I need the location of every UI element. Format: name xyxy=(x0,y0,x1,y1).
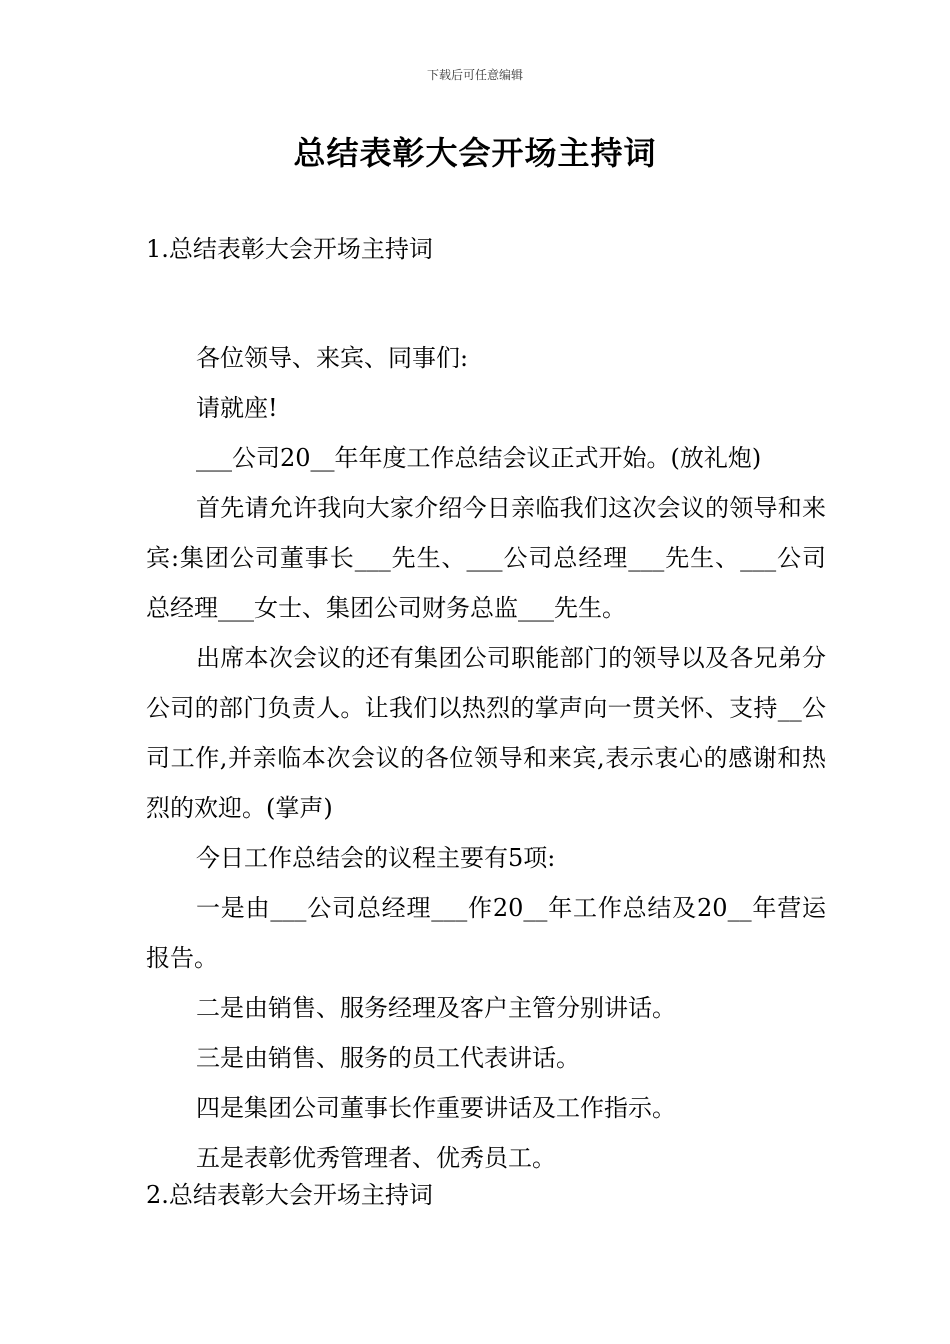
paragraph-attendees: 出席本次会议的还有集团公司职能部门的领导以及各兄弟分公司的部门负责人。让我们以热烈的掌声向一贯关怀、支持__公司工作,并亲临本次会议的各位领导和来宾,表示衷心的感谢和热烈的欢迎。(掌声) xyxy=(146,644,826,822)
paragraph-agenda-item-5: 五是表彰优秀管理者、优秀员工。 xyxy=(196,1144,556,1172)
paragraph-agenda-intro: 今日工作总结会的议程主要有5项: xyxy=(196,844,556,872)
paragraph-greeting: 各位领导、来宾、同事们: xyxy=(196,344,469,372)
document-title: 总结表彰大会开场主持词 xyxy=(293,134,657,172)
section-heading-2: 2.总结表彰大会开场主持词 xyxy=(146,1181,433,1209)
paragraph-please-sit: 请就座! xyxy=(196,394,278,422)
header-note: 下载后可任意编辑 xyxy=(426,68,523,82)
paragraph-introduction: 首先请允许我向大家介绍今日亲临我们这次会议的领导和来宾:集团公司董事长___先生、___公司总经理___先生、___公司总经理___女士、集团公司财务总监___先生。 xyxy=(146,494,826,622)
paragraph-agenda-item-3: 三是由销售、服务的员工代表讲话。 xyxy=(196,1044,580,1072)
paragraph-opening: ___公司20__年年度工作总结会议正式开始。(放礼炮) xyxy=(196,444,762,472)
section-heading-1: 1.总结表彰大会开场主持词 xyxy=(146,235,433,263)
paragraph-agenda-item-4: 四是集团公司董事长作重要讲话及工作指示。 xyxy=(196,1094,676,1122)
body-text xyxy=(146,333,826,1183)
paragraph-agenda-item-1: 一是由___公司总经理___作20__年工作总结及20__年营运报告。 xyxy=(146,894,826,972)
paragraph-agenda-item-2: 二是由销售、服务经理及客户主管分别讲话。 xyxy=(196,994,676,1022)
